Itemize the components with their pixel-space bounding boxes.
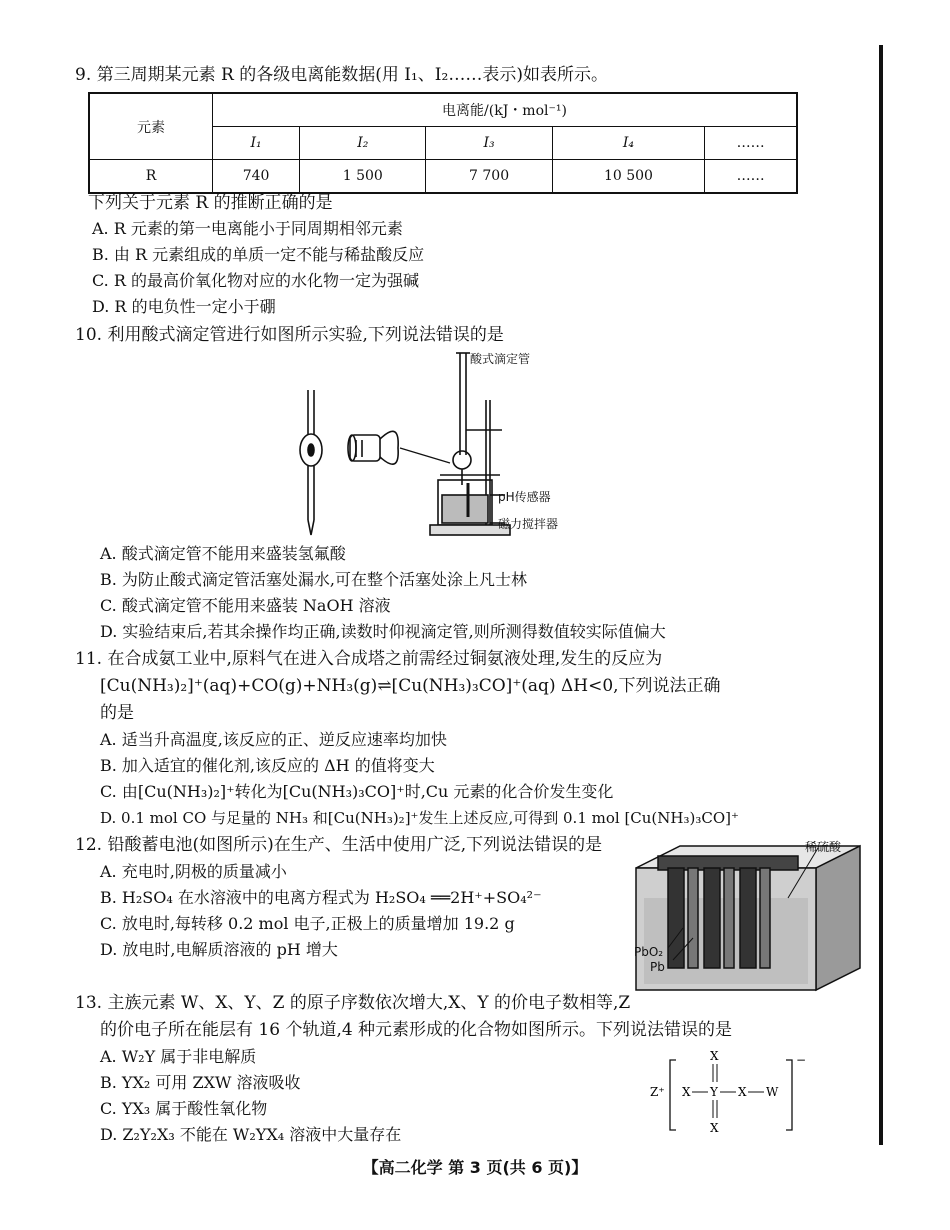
q10-option-b: B. 为防止酸式滴定管活塞处漏水,可在整个活塞处涂上凡士林 xyxy=(100,570,528,589)
structure-x-right: X xyxy=(738,1085,747,1099)
table-header-i1: I₁ xyxy=(213,127,300,160)
q10-option-d: D. 实验结束后,若其余操作均正确,读数时仰视滴定管,则所测得数值较实际值偏大 xyxy=(100,622,666,641)
q11-option-c: C. 由[Cu(NH₃)₂]⁺转化为[Cu(NH₃)₃CO]⁺时,Cu 元素的化合价发生变化 xyxy=(100,782,614,801)
pointer-line xyxy=(400,448,450,463)
table-header-i3: I₃ xyxy=(426,127,552,160)
q9-option-d: D. R 的电负性一定小于硼 xyxy=(92,297,276,316)
q11-option-a: A. 适当升高温度,该反应的正、逆反应速率均加快 xyxy=(100,730,447,749)
structure-x-top: X xyxy=(710,1049,719,1063)
bracket-right xyxy=(786,1060,792,1130)
page-footer: 【高二化学 第 3 页(共 6 页)】 xyxy=(362,1158,588,1177)
q12-option-c: C. 放电时,每转移 0.2 mol 电子,正极上的质量增加 19.2 g xyxy=(100,914,515,933)
titration-stand-icon xyxy=(430,353,510,535)
q9-prompt: 下列关于元素 R 的推断正确的是 xyxy=(88,193,333,213)
q10-option-a: A. 酸式滴定管不能用来盛装氢氟酸 xyxy=(100,544,346,563)
titration-figure xyxy=(290,345,610,540)
q13-option-a: A. W₂Y 属于非电解质 xyxy=(100,1047,257,1066)
q13-stem-line2: 的价电子所在能层有 16 个轨道,4 种元素形成的化合物如图所示。下列说法错误的是 xyxy=(100,1020,733,1040)
q9-option-a: A. R 元素的第一电离能小于同周期相邻元素 xyxy=(92,219,403,238)
q9-stem: 9. 第三周期某元素 R 的各级电离能数据(用 I₁、I₂……表示)如表所示。 xyxy=(75,65,608,85)
bracket-left xyxy=(670,1060,676,1130)
structure-charge: − xyxy=(796,1053,807,1067)
table-cell-i3: 7 700 xyxy=(426,160,552,194)
structure-cation: Z⁺ xyxy=(650,1085,665,1099)
table-header-element: 元素 xyxy=(89,93,213,160)
q10-option-c: C. 酸式滴定管不能用来盛装 NaOH 溶液 xyxy=(100,596,391,615)
q11-stem-line1: 11. 在合成氨工业中,原料气在进入合成塔之前需经过铜氨液处理,发生的反应为 xyxy=(75,649,663,669)
q9-option-b: B. 由 R 元素组成的单质一定不能与稀盐酸反应 xyxy=(92,245,425,264)
table-header-more: …… xyxy=(705,127,797,160)
table-row-label: R xyxy=(89,160,213,194)
q13-option-d: D. Z₂Y₂X₃ 不能在 W₂YX₄ 溶液中大量存在 xyxy=(100,1125,402,1144)
label-pb: Pb xyxy=(650,960,665,974)
table-header-energy: 电离能/(kJ・mol⁻¹) xyxy=(213,93,798,127)
q11-stem-line3: 的是 xyxy=(100,703,134,723)
structure-x-left: X xyxy=(682,1085,691,1099)
q13-stem-line1: 13. 主族元素 W、X、Y、Z 的原子序数依次增大,X、Y 的价电子数相等,Z xyxy=(75,993,631,1013)
label-sulfuric-acid: 稀硫酸 xyxy=(805,840,842,854)
q11-option-d: D. 0.1 mol CO 与足量的 NH₃ 和[Cu(NH₃)₂]⁺发生上述反应,可得到 0.1 mol [Cu(NH₃)₃CO]⁺ xyxy=(100,809,739,827)
table-header-i4: I₄ xyxy=(552,127,704,160)
q13-option-b: B. YX₂ 可用 ZXW 溶液吸收 xyxy=(100,1073,301,1092)
label-pbo2: PbO₂ xyxy=(634,945,664,959)
q13-option-c: C. YX₃ 属于酸性氧化物 xyxy=(100,1099,268,1118)
label-burette: 酸式滴定管 xyxy=(470,352,531,366)
structure-w: W xyxy=(766,1085,779,1099)
stopcock-icon xyxy=(348,431,398,464)
q11-option-b: B. 加入适宜的催化剂,该反应的 ΔH 的值将变大 xyxy=(100,756,435,775)
structure-y-center: Y xyxy=(710,1085,718,1099)
q9-option-c: C. R 的最高价氧化物对应的水化物一定为强碱 xyxy=(92,271,419,290)
table-cell-i2: 1 500 xyxy=(300,160,426,194)
q10-stem: 10. 利用酸式滴定管进行如图所示实验,下列说法错误的是 xyxy=(75,325,504,345)
ionization-table xyxy=(88,92,798,194)
lead-acid-battery-figure xyxy=(628,838,868,998)
table-cell-more: …… xyxy=(705,160,797,194)
table-cell-i4: 10 500 xyxy=(552,160,704,194)
label-ph-sensor: pH传感器 xyxy=(498,490,551,504)
q12-stem: 12. 铅酸蓄电池(如图所示)在生产、生活中使用广泛,下列说法错误的是 xyxy=(75,835,603,855)
q11-stem-line2: [Cu(NH₃)₂]⁺(aq)+CO(g)+NH₃(g)⇌[Cu(NH₃)₃CO]⁺(aq) ΔH<0,下列说法正确 xyxy=(100,676,721,696)
burette-tube-icon xyxy=(300,390,322,535)
q12-option-a: A. 充电时,阴极的质量减小 xyxy=(100,862,287,881)
page-border-line xyxy=(879,45,883,1145)
battery-case-icon xyxy=(636,846,860,990)
label-stirrer: 磁力搅拌器 xyxy=(498,517,559,531)
table-header-i2: I₂ xyxy=(300,127,426,160)
table-cell-i1: 740 xyxy=(213,160,300,194)
structure-x-bottom: X xyxy=(710,1121,719,1135)
q12-option-b: B. H₂SO₄ 在水溶液中的电离方程式为 H₂SO₄ ══2H⁺+SO₄²⁻ xyxy=(100,888,542,907)
compound-structure-figure xyxy=(650,1048,810,1136)
q12-option-d: D. 放电时,电解质溶液的 pH 增大 xyxy=(100,940,338,959)
